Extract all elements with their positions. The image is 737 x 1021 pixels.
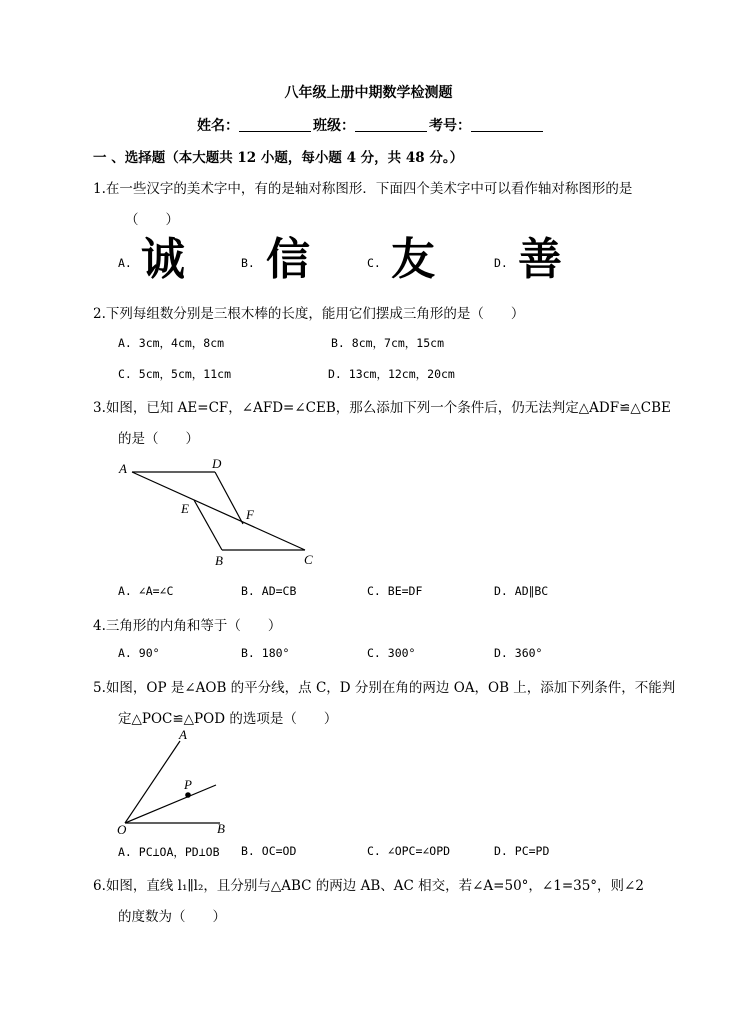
q3-option-b: B. AD=CB [241, 584, 297, 598]
q1-option-a-char: 诚 [141, 234, 185, 285]
q5-label-p: P [184, 777, 192, 792]
q4-stem: 4.三角形的内角和等于（ ） [93, 618, 282, 634]
q3-figure [112, 452, 327, 577]
q5-figure [112, 727, 232, 837]
q3-option-d: D. AD∥BC [494, 584, 549, 598]
q2-option-b: B. 8cm，7cm，15cm [331, 336, 445, 350]
q1-option-c-label: C. [367, 256, 381, 270]
name-label: 姓名： [197, 118, 239, 134]
q1-stem-line2: （ ） [125, 212, 179, 228]
q2-option-c: C. 5cm，5cm，11cm [118, 367, 232, 381]
q5-label-o: O [117, 822, 127, 837]
q5-option-c: C. ∠OPC=∠OPD [367, 844, 451, 858]
q3-label-f: F [246, 507, 254, 522]
q5-option-a: A. PC⊥OA，PD⊥OB [118, 845, 220, 859]
q5-ray-op [125, 785, 216, 823]
q5-ray-oa [125, 741, 180, 823]
q5-option-b: B. OC=OD [241, 844, 297, 858]
q1-option-d-label: D. [494, 256, 508, 270]
exam-no-blank[interactable] [471, 117, 543, 132]
q3-segment-ac [132, 472, 305, 550]
q2-option-a: A. 3cm，4cm，8cm [118, 336, 225, 350]
class-blank[interactable] [355, 117, 427, 132]
page-title: 八年级上册中期数学检测题 [284, 85, 453, 101]
name-blank[interactable] [239, 117, 311, 132]
q1-option-c-char: 友 [391, 234, 435, 285]
q5-label-a: A [179, 727, 187, 742]
q5-stem-line2: 定△POC≌△POD 的选项是（ ） [118, 711, 338, 727]
q1-stem-line1: 1.在一些汉字的美术字中，有的是轴对称图形．下面四个美术字中可以看作轴对称图形的是 [93, 181, 633, 197]
q1-option-b-char: 信 [266, 234, 310, 285]
q3-label-a: A [119, 461, 127, 476]
class-label: 班级： [313, 118, 355, 134]
q5-point-p [185, 792, 191, 798]
q1-option-b-label: B. [241, 256, 255, 270]
q3-label-b: B [215, 553, 223, 568]
q5-stem-line1: 5.如图，OP 是∠AOB 的平分线，点 C，D 分别在角的两边 OA，OB 上，添加下列条件，不能判 [93, 680, 676, 696]
section-heading: 一 、选择题（本大题共 12 小题，每小题 4 分，共 48 分。） [93, 150, 464, 166]
q4-option-d: D. 360° [494, 646, 543, 660]
q3-option-a: A. ∠A=∠C [118, 584, 174, 598]
q6-stem-line1: 6.如图，直线 l₁∥l₂，且分别与△ABC 的两边 AB、AC 相交，若∠A=50°，∠1=35°，则∠2 [93, 878, 644, 894]
q2-option-d: D. 13cm，12cm，20cm [328, 367, 455, 381]
q3-segment-eb [194, 500, 222, 550]
q6-stem-line2: 的度数为（ ） [118, 909, 226, 925]
q1-option-a-label: A. [118, 256, 132, 270]
q3-stem-line2: 的是（ ） [118, 431, 199, 447]
q1-option-d-char: 善 [518, 234, 562, 285]
q3-option-c: C. BE=DF [367, 584, 423, 598]
exam-no-label: 考号： [429, 118, 471, 134]
q4-option-b: B. 180° [241, 646, 290, 660]
q3-label-e: E [181, 501, 189, 516]
q5-option-d: D. PC=PD [494, 844, 550, 858]
q4-option-c: C. 300° [367, 646, 416, 660]
q3-label-c: C [304, 552, 313, 567]
q4-option-a: A. 90° [118, 646, 160, 660]
student-info-line [197, 115, 545, 135]
q5-label-b: B [217, 821, 225, 836]
q2-stem: 2.下列每组数分别是三根木棒的长度，能用它们摆成三角形的是（ ） [93, 306, 525, 322]
q3-stem-line1: 3.如图，已知 AE=CF，∠AFD=∠CEB，那么添加下列一个条件后，仍无法判定△ADF≌△CBE [93, 400, 671, 416]
q3-label-d: D [212, 456, 222, 471]
